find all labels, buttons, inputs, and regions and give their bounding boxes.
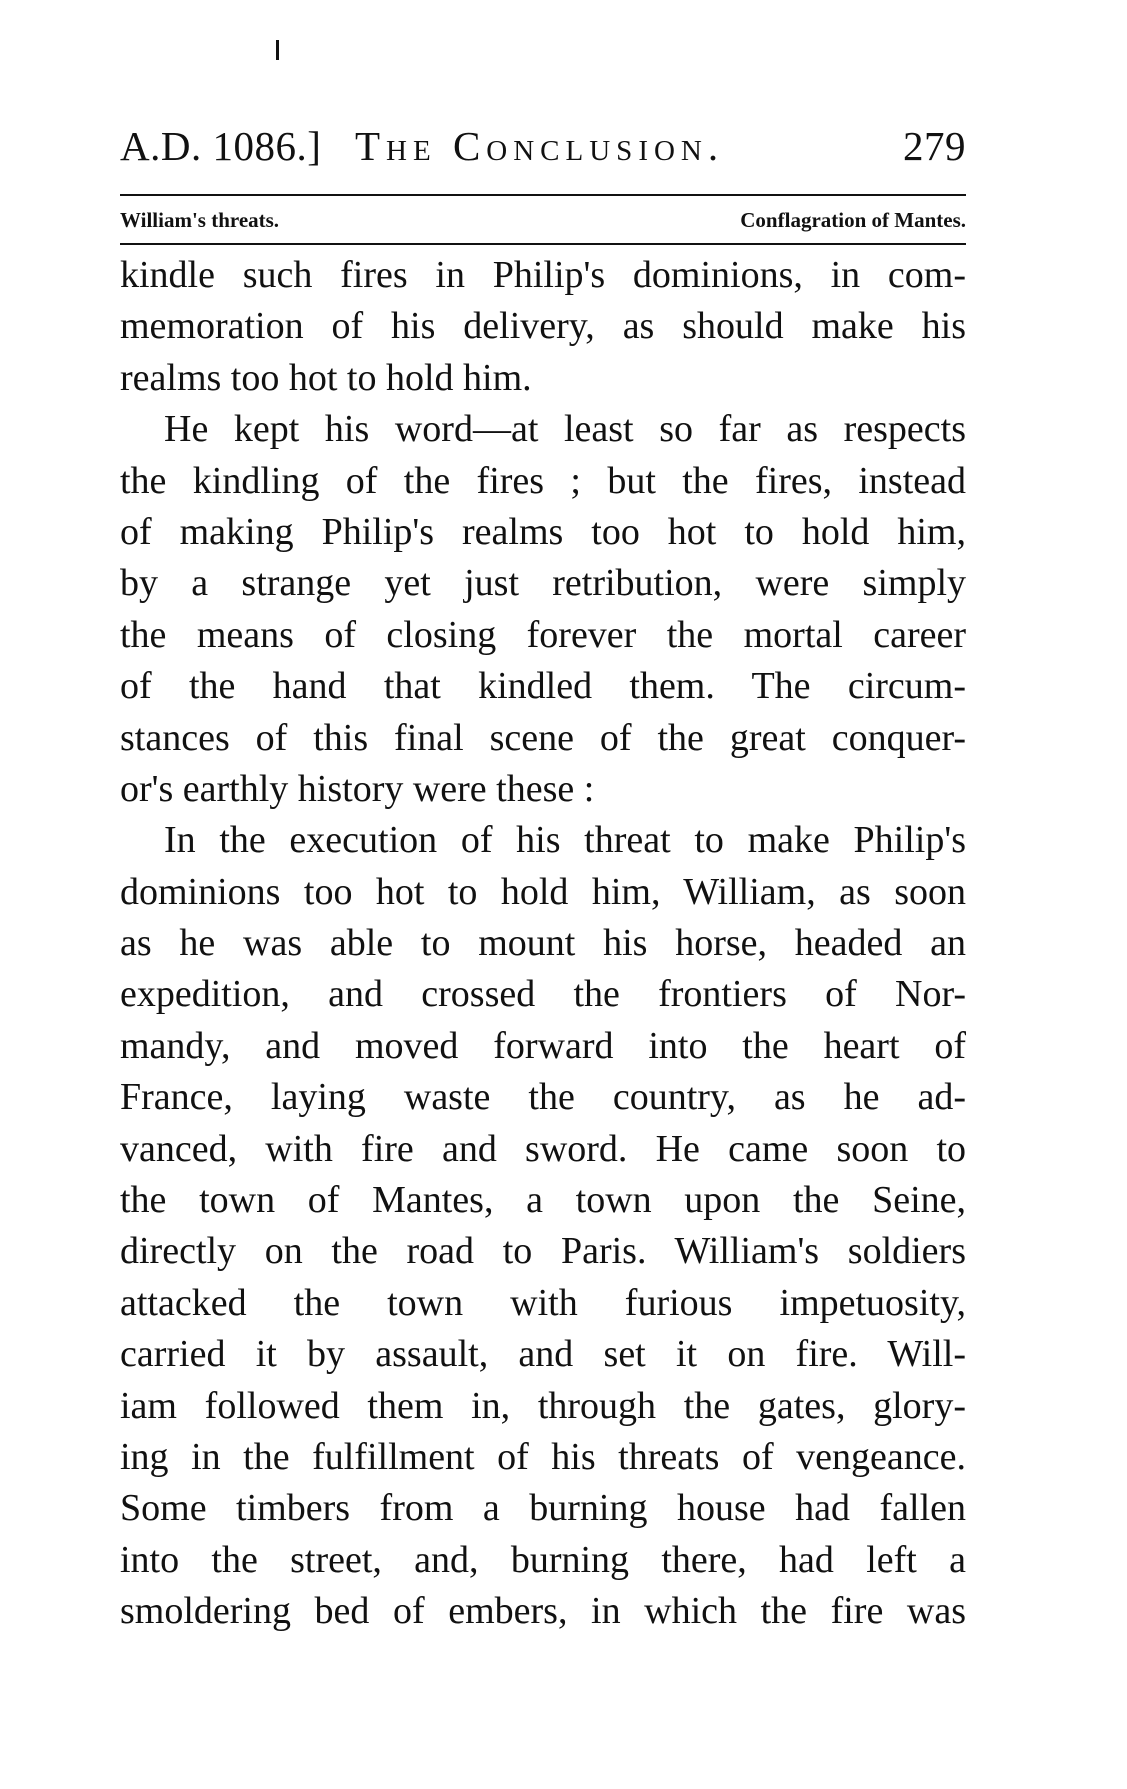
text-line: In the execution of his threat to make Philip's <box>164 819 966 862</box>
marginal-subheads <box>120 200 966 240</box>
header-rule-bottom <box>120 243 966 245</box>
text-line: attacked the town with furious impetuosity, <box>120 1281 966 1324</box>
page-number: 279 <box>903 123 966 169</box>
text-line: into the street, and, burning there, had left a <box>120 1538 966 1581</box>
text-line: realms too hot to hold him. <box>120 356 532 399</box>
text-line: the means of closing forever the mortal career <box>120 613 966 656</box>
text-line: mandy, and moved forward into the heart of <box>120 1024 966 1067</box>
text-line: carried it by assault, and set it on fire. Will- <box>120 1333 966 1376</box>
running-head <box>120 116 966 176</box>
text-line: expedition, and crossed the frontiers of Nor- <box>120 973 966 1016</box>
text-line: Some timbers from a burning house had fallen <box>120 1487 966 1530</box>
chapter-title: The Conclusion. <box>355 123 725 169</box>
text-line: vanced, with fire and sword. He came soon to <box>120 1127 966 1170</box>
print-mark <box>276 40 279 60</box>
body-text <box>120 250 966 1638</box>
text-line: stances of this final scene of the great conquer- <box>120 716 966 759</box>
text-line: of making Philip's realms too hot to hold him, <box>120 510 966 553</box>
text-line: dominions too hot to hold him, William, as soon <box>120 870 966 913</box>
text-line: smoldering bed of embers, in which the fire was <box>120 1590 966 1633</box>
text-line: or's earthly history were these : <box>120 767 595 810</box>
text-line: ing in the fulfillment of his threats of vengeance. <box>120 1435 966 1478</box>
text-line: by a strange yet just retribution, were simply <box>120 562 966 605</box>
text-line: kindle such fires in Philip's dominions, in com- <box>120 254 966 296</box>
text-line: He kept his word—at least so far as respects <box>164 408 966 451</box>
text-line: memoration of his delivery, as should make his <box>120 305 966 348</box>
text-line: the town of Mantes, a town upon the Seine, <box>120 1179 966 1222</box>
header-rule-top <box>120 194 966 196</box>
subhead-left: William's threats. <box>120 207 280 232</box>
text-line: of the hand that kindled them. The circum- <box>120 665 966 708</box>
subhead-right: Conflagration of Mantes. <box>740 207 966 232</box>
text-line: iam followed them in, through the gates, glory- <box>120 1384 966 1427</box>
text-line: France, laying waste the country, as he ad- <box>120 1076 966 1119</box>
text-line: the kindling of the fires ; but the fires, instead <box>120 459 966 502</box>
text-line: as he was able to mount his horse, headed an <box>120 922 966 965</box>
text-line: directly on the road to Paris. William's soldiers <box>120 1230 966 1273</box>
header-date: A.D. 1086.] <box>120 123 322 169</box>
